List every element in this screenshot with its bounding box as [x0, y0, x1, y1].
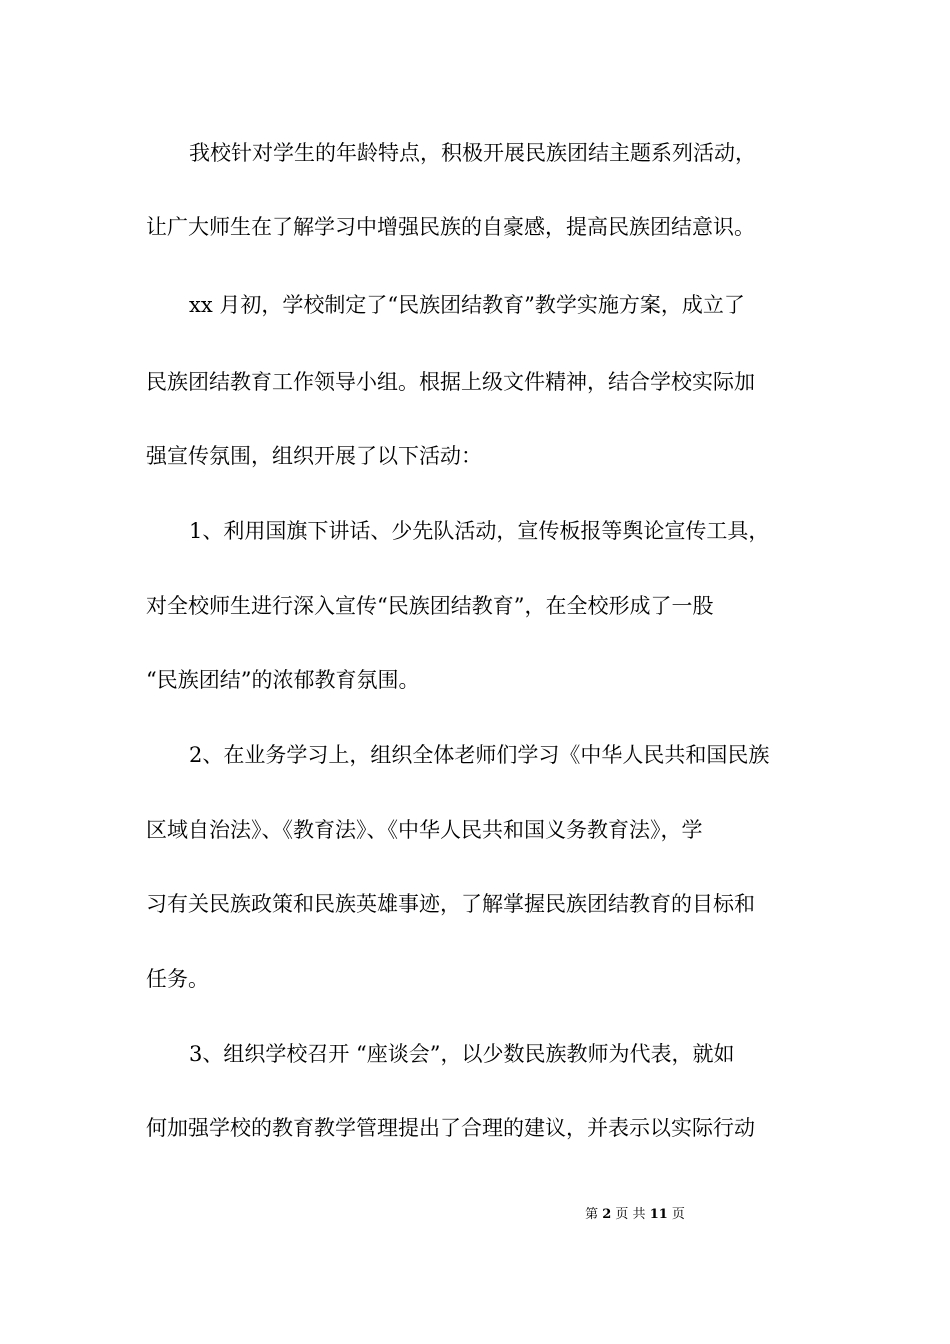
footer-suffix: 页	[671, 1207, 685, 1222]
paragraph-line: 1、利用国旗下讲话、少先队活动，宣传板报等舆论宣传工具，	[189, 519, 770, 543]
paragraph-line: xx 月初，学校制定了“民族团结教育”教学实施方案，成立了	[189, 293, 745, 317]
paragraph-line: 任务。	[146, 967, 209, 991]
paragraph-line: 对全校师生进行深入宣传“民族团结教育”，在全校形成了一股	[146, 594, 714, 618]
paragraph-line: 民族团结教育工作领导小组。根据上级文件精神，结合学校实际加	[146, 370, 755, 394]
footer-prefix: 第	[585, 1207, 599, 1222]
paragraph-line: 何加强学校的教育教学管理提出了合理的建议，并表示以实际行动	[146, 1116, 755, 1140]
page-footer	[0, 1206, 950, 1224]
paragraph-line: 3、组织学校召开 “座谈会”，以少数民族教师为代表，就如	[189, 1042, 735, 1066]
paragraph-line: 强宣传氛围，组织开展了以下活动：	[146, 444, 482, 468]
paragraph-line: 让广大师生在了解学习中增强民族的自豪感，提高民族团结意识。	[146, 215, 755, 239]
paragraph-line: 习有关民族政策和民族英雄事迹，了解掌握民族团结教育的目标和	[146, 892, 755, 916]
paragraph-line: “民族团结”的浓郁教育氛围。	[146, 668, 420, 692]
total-pages-number: 11	[649, 1207, 668, 1222]
current-page-number: 2	[602, 1207, 612, 1222]
paragraph-line: 我校针对学生的年龄特点，积极开展民族团结主题系列活动，	[189, 141, 756, 165]
footer-middle: 页 共	[615, 1207, 646, 1222]
paragraph-line: 区域自治法》、《教育法》、《中华人民共和国义务教育法》，学	[146, 818, 703, 842]
paragraph-line: 2、在业务学习上，组织全体老师们学习《中华人民共和国民族	[189, 743, 770, 767]
